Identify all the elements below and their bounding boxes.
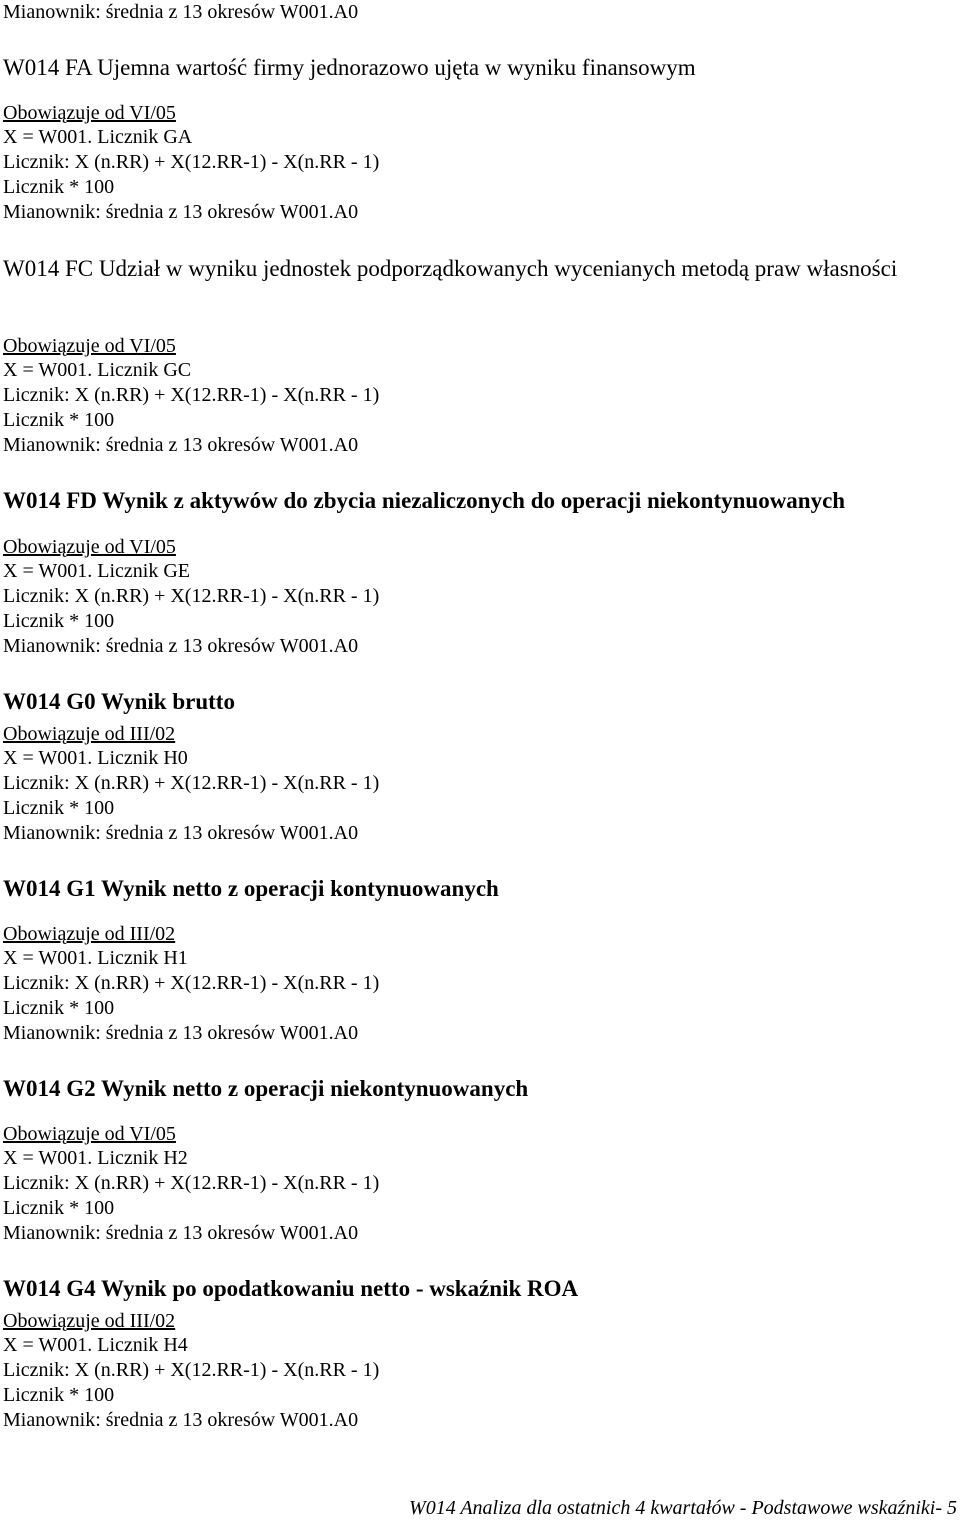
valid-from: Obowiązuje od III/02 [3, 723, 176, 745]
denominator-formula: Mianownik: średnia z 13 okresów W001.A0 [3, 1409, 359, 1431]
x-definition: X = W001. Licznik H4 [3, 1334, 188, 1356]
valid-from: Obowiązuje od VI/05 [3, 102, 176, 124]
valid-from: Obowiązuje od III/02 [3, 1310, 176, 1332]
x-definition: X = W001. Licznik GC [3, 359, 192, 381]
x-definition: X = W001. Licznik H2 [3, 1147, 188, 1169]
numerator-formula: Licznik: X (n.RR) + X(12.RR-1) - X(n.RR - 1) [3, 1172, 380, 1194]
multiplier-formula: Licznik * 100 [3, 176, 115, 198]
section-title: W014 FC Udział w wyniku jednostek podporządkowanych wycenianych metodą praw własności [3, 256, 898, 281]
x-definition: X = W001. Licznik H0 [3, 747, 188, 769]
numerator-formula: Licznik: X (n.RR) + X(12.RR-1) - X(n.RR - 1) [3, 1359, 380, 1381]
numerator-formula: Licznik: X (n.RR) + X(12.RR-1) - X(n.RR - 1) [3, 384, 380, 406]
section-title: W014 G2 Wynik netto z operacji niekontynuowanych [3, 1076, 529, 1101]
page-footer: W014 Analiza dla ostatnich 4 kwartałów - Podstawowe wskaźniki- 5 [409, 1497, 957, 1519]
x-definition: X = W001. Licznik GE [3, 560, 190, 582]
valid-from: Obowiązuje od III/02 [3, 923, 176, 945]
multiplier-formula: Licznik * 100 [3, 797, 115, 819]
section-title: W014 FA Ujemna wartość firmy jednorazowo ujęta w wyniku finansowym [3, 55, 696, 80]
numerator-formula: Licznik: X (n.RR) + X(12.RR-1) - X(n.RR - 1) [3, 972, 380, 994]
multiplier-formula: Licznik * 100 [3, 1384, 115, 1406]
multiplier-formula: Licznik * 100 [3, 997, 115, 1019]
x-definition: X = W001. Licznik GA [3, 126, 193, 148]
denominator-formula: Mianownik: średnia z 13 okresów W001.A0 [3, 201, 359, 223]
multiplier-formula: Licznik * 100 [3, 610, 115, 632]
denominator-formula: Mianownik: średnia z 13 okresów W001.A0 [3, 822, 359, 844]
denominator-formula: Mianownik: średnia z 13 okresów W001.A0 [3, 635, 359, 657]
section-title: W014 G1 Wynik netto z operacji kontynuowanych [3, 876, 499, 901]
x-definition: X = W001. Licznik H1 [3, 947, 188, 969]
denominator-formula: Mianownik: średnia z 13 okresów W001.A0 [3, 434, 359, 456]
section-title: W014 FD Wynik z aktywów do zbycia niezaliczonych do operacji niekontynuowanych [3, 488, 846, 513]
denominator-formula: Mianownik: średnia z 13 okresów W001.A0 [3, 1222, 359, 1244]
numerator-formula: Licznik: X (n.RR) + X(12.RR-1) - X(n.RR - 1) [3, 151, 380, 173]
valid-from: Obowiązuje od VI/05 [3, 1123, 176, 1145]
section-title: W014 G0 Wynik brutto [3, 689, 235, 714]
valid-from: Obowiązuje od VI/05 [3, 536, 176, 558]
multiplier-formula: Licznik * 100 [3, 1197, 115, 1219]
valid-from: Obowiązuje od VI/05 [3, 335, 176, 357]
numerator-formula: Licznik: X (n.RR) + X(12.RR-1) - X(n.RR - 1) [3, 772, 380, 794]
multiplier-formula: Licznik * 100 [3, 409, 115, 431]
section-title: W014 G4 Wynik po opodatkowaniu netto - wskaźnik ROA [3, 1276, 579, 1301]
denominator-formula: Mianownik: średnia z 13 okresów W001.A0 [3, 1022, 359, 1044]
numerator-formula: Licznik: X (n.RR) + X(12.RR-1) - X(n.RR - 1) [3, 585, 380, 607]
top-denominator-line: Mianownik: średnia z 13 okresów W001.A0 [3, 1, 359, 23]
